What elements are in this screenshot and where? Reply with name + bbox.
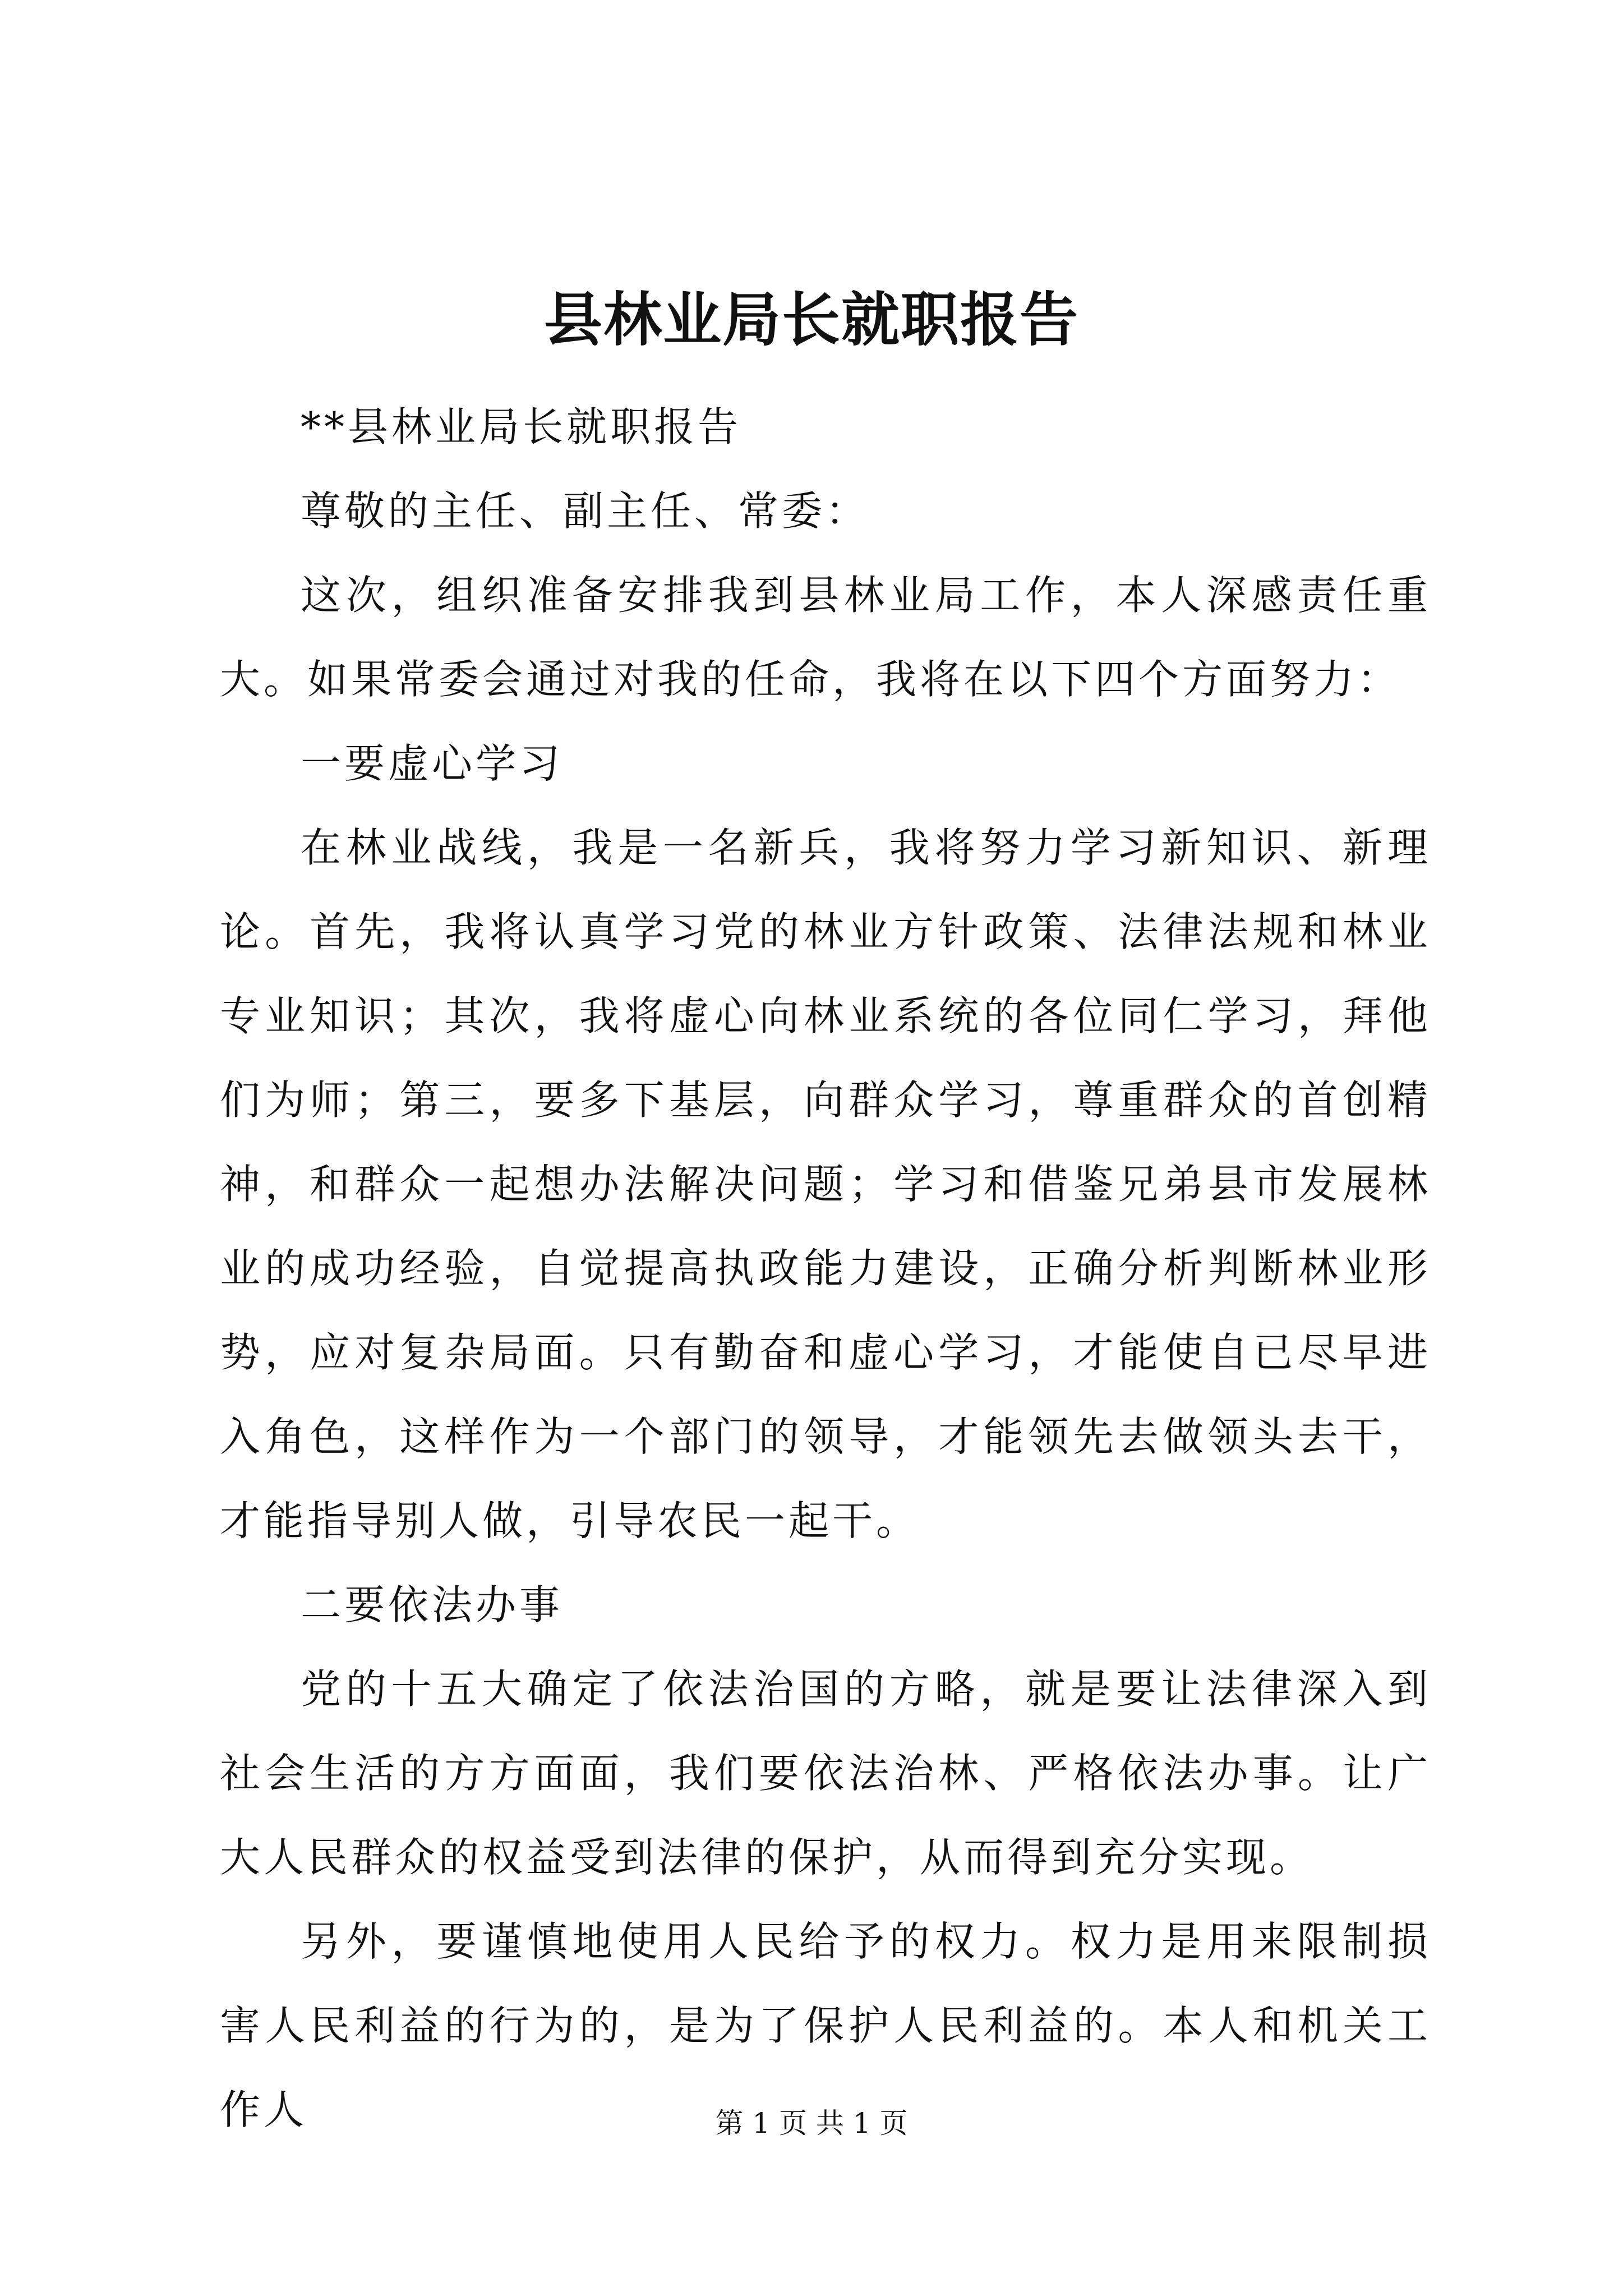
section-heading-law: 二要依法办事 <box>301 1581 564 1628</box>
page-footer: 第 1 页 共 1 页 <box>715 2107 908 2139</box>
paragraph-study: 在林业战线，我是一名新兵，我将努力学习新知识、新理论。首先，我将认真学习党的林业方针政策、法律法规和林业专业知识；其次，我将虚心向林业系统的各位同仁学习，拜他们为师；第三，要多下基层，向群众学习，尊重群众的首创精神，和群众一起想办法解决问题；学习和借鉴兄弟县市发展林业的成功经验，自觉提高执政能力建设，正确分析判断林业形势，应对复杂局面。只有勤奋和虚心学习，才能使自已尽早进入角色，这样作为一个部门的领导，才能领先去做领头去干，才能指导别人做，引导农民一起干。 <box>220 824 1431 1544</box>
paragraph-salutation: 尊敬的主任、副主任、常委： <box>301 487 870 535</box>
document-body <box>220 385 1431 2152</box>
paragraph-heading: **县林业局长就职报告 <box>301 403 742 450</box>
paragraph-power: 另外，要谨慎地使用人民给予的权力。权力是用来限制损害人民利益的行为的，是为了保护人民利益的。本人和机关工作人 <box>220 1918 1431 2133</box>
document-title: 县林业局长就职报告 <box>543 285 1079 354</box>
section-heading-study: 一要虚心学习 <box>301 740 564 787</box>
paragraph-intro: 这次，组织准备安排我到县林业局工作，本人深感责任重大。如果常委会通过对我的任命，我将在以下四个方面努力： <box>220 572 1431 703</box>
paragraph-law: 党的十五大确定了依法治国的方略，就是要让法律深入到社会生活的方方面面，我们要依法治林、严格依法办事。让广大人民群众的权益受到法律的保护，从而得到充分实现。 <box>220 1665 1431 1881</box>
